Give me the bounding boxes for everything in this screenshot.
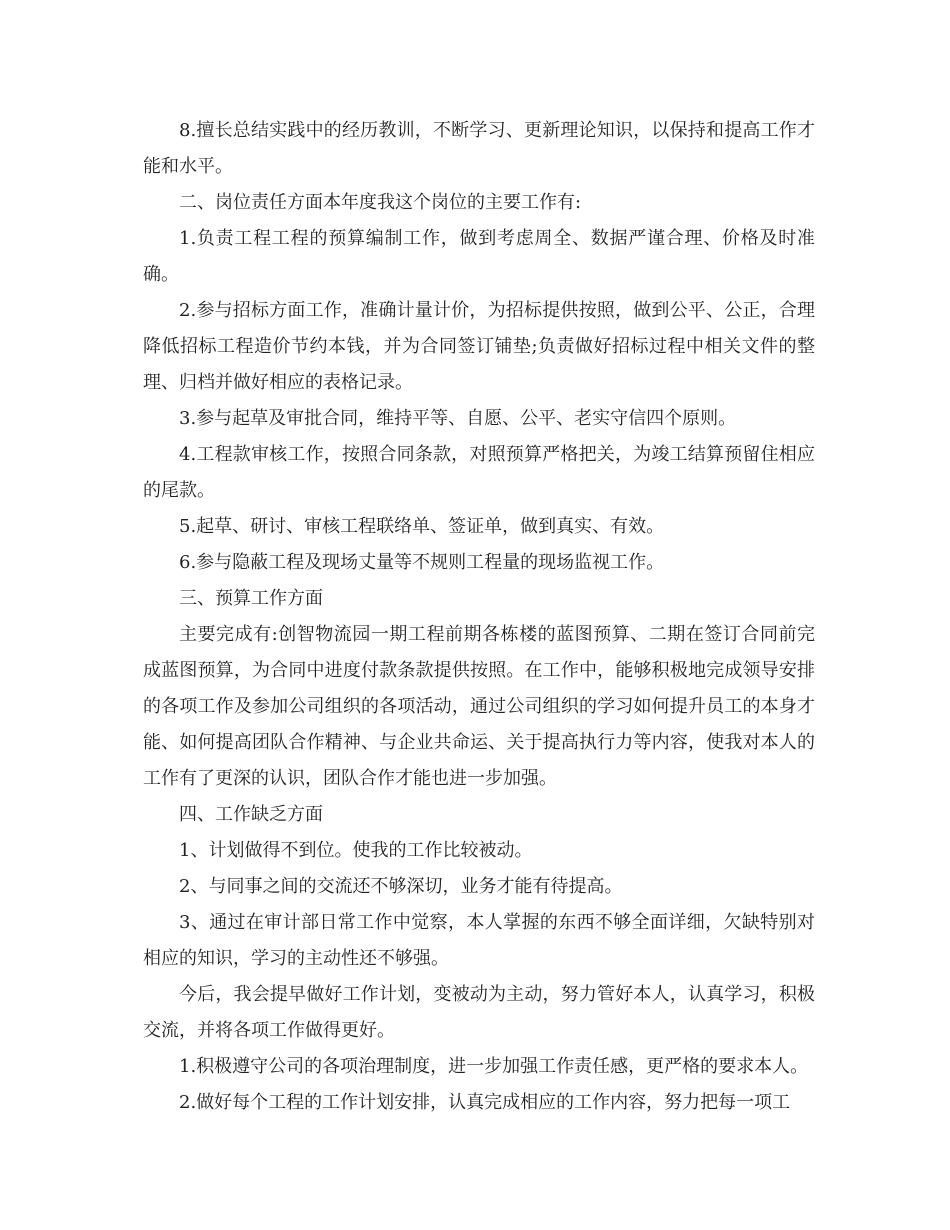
section-heading-shortcomings: 四、工作缺乏方面 <box>179 804 323 825</box>
paragraph-plan-2: 2.做好每个工程的工作计划安排，认真完成相应的工作内容，努力把每一项工 <box>179 1092 791 1113</box>
paragraph-shortcoming-1: 1、计划做得不到位。使我的工作比较被动。 <box>179 840 533 861</box>
paragraph-duty-6: 6.参与隐蔽工程及现场丈量等不规则工程量的现场监视工作。 <box>179 552 665 573</box>
paragraph-duty-3: 3.参与起草及审批合同，维持平等、自愿、公平、老实守信四个原则。 <box>179 408 737 429</box>
document-body <box>143 113 815 1121</box>
section-heading-budget-work: 三、预算工作方面 <box>179 588 323 609</box>
paragraph-plan-1: 1.积极遵守公司的各项治理制度，进一步加强工作责任感，更严格的要求本人。 <box>179 1056 809 1077</box>
paragraph-duty-4: 4.工程款审核工作，按照合同条款，对照预算严格把关，为竣工结算预留住相应的尾款。 <box>143 444 815 501</box>
paragraph-shortcoming-2: 2、与同事之间的交流还不够深切，业务才能有待提高。 <box>179 876 623 897</box>
paragraph-item-8: 8.擅长总结实践中的经历教训，不断学习、更新理论知识，以保持和提高工作才能和水平。 <box>143 120 815 177</box>
paragraph-future-plan: 今后，我会提早做好工作计划，变被动为主动，努力管好本人，认真学习，积极交流，并将各项工作做得更好。 <box>143 984 815 1041</box>
paragraph-duty-5: 5.起草、研讨、审核工程联络单、签证单，做到真实、有效。 <box>179 516 665 537</box>
paragraph-duty-2: 2.参与招标方面工作，准确计量计价，为招标提供按照，做到公平、公正，合理降低招标工程造价节约本钱，并为合同签订铺垫;负责做好招标过程中相关文件的整理、归档并做好相应的表格记录。 <box>143 300 815 393</box>
section-heading-job-duties: 二、岗位责任方面本年度我这个岗位的主要工作有: <box>179 192 582 213</box>
paragraph-duty-1: 1.负责工程工程的预算编制工作，做到考虑周全、数据严谨合理、价格及时准确。 <box>143 228 815 285</box>
paragraph-budget-summary: 主要完成有:创智物流园一期工程前期各栋楼的蓝图预算、二期在签订合同前完成蓝图预算，为合同中进度付款条款提供按照。在工作中，能够积极地完成领导安排的各项工作及参加公司组织的各项活动，通过公司组织的学习如何提升员工的本身才能、如何提高团队合作精神、与企业共命运、关于提高执行力等内容，使我对本人的工作有了更深的认识，团队合作才能也进一步加强。 <box>143 624 815 789</box>
paragraph-shortcoming-3: 3、通过在审计部日常工作中觉察，本人掌握的东西不够全面详细，欠缺特别对相应的知识，学习的主动性还不够强。 <box>143 912 815 969</box>
